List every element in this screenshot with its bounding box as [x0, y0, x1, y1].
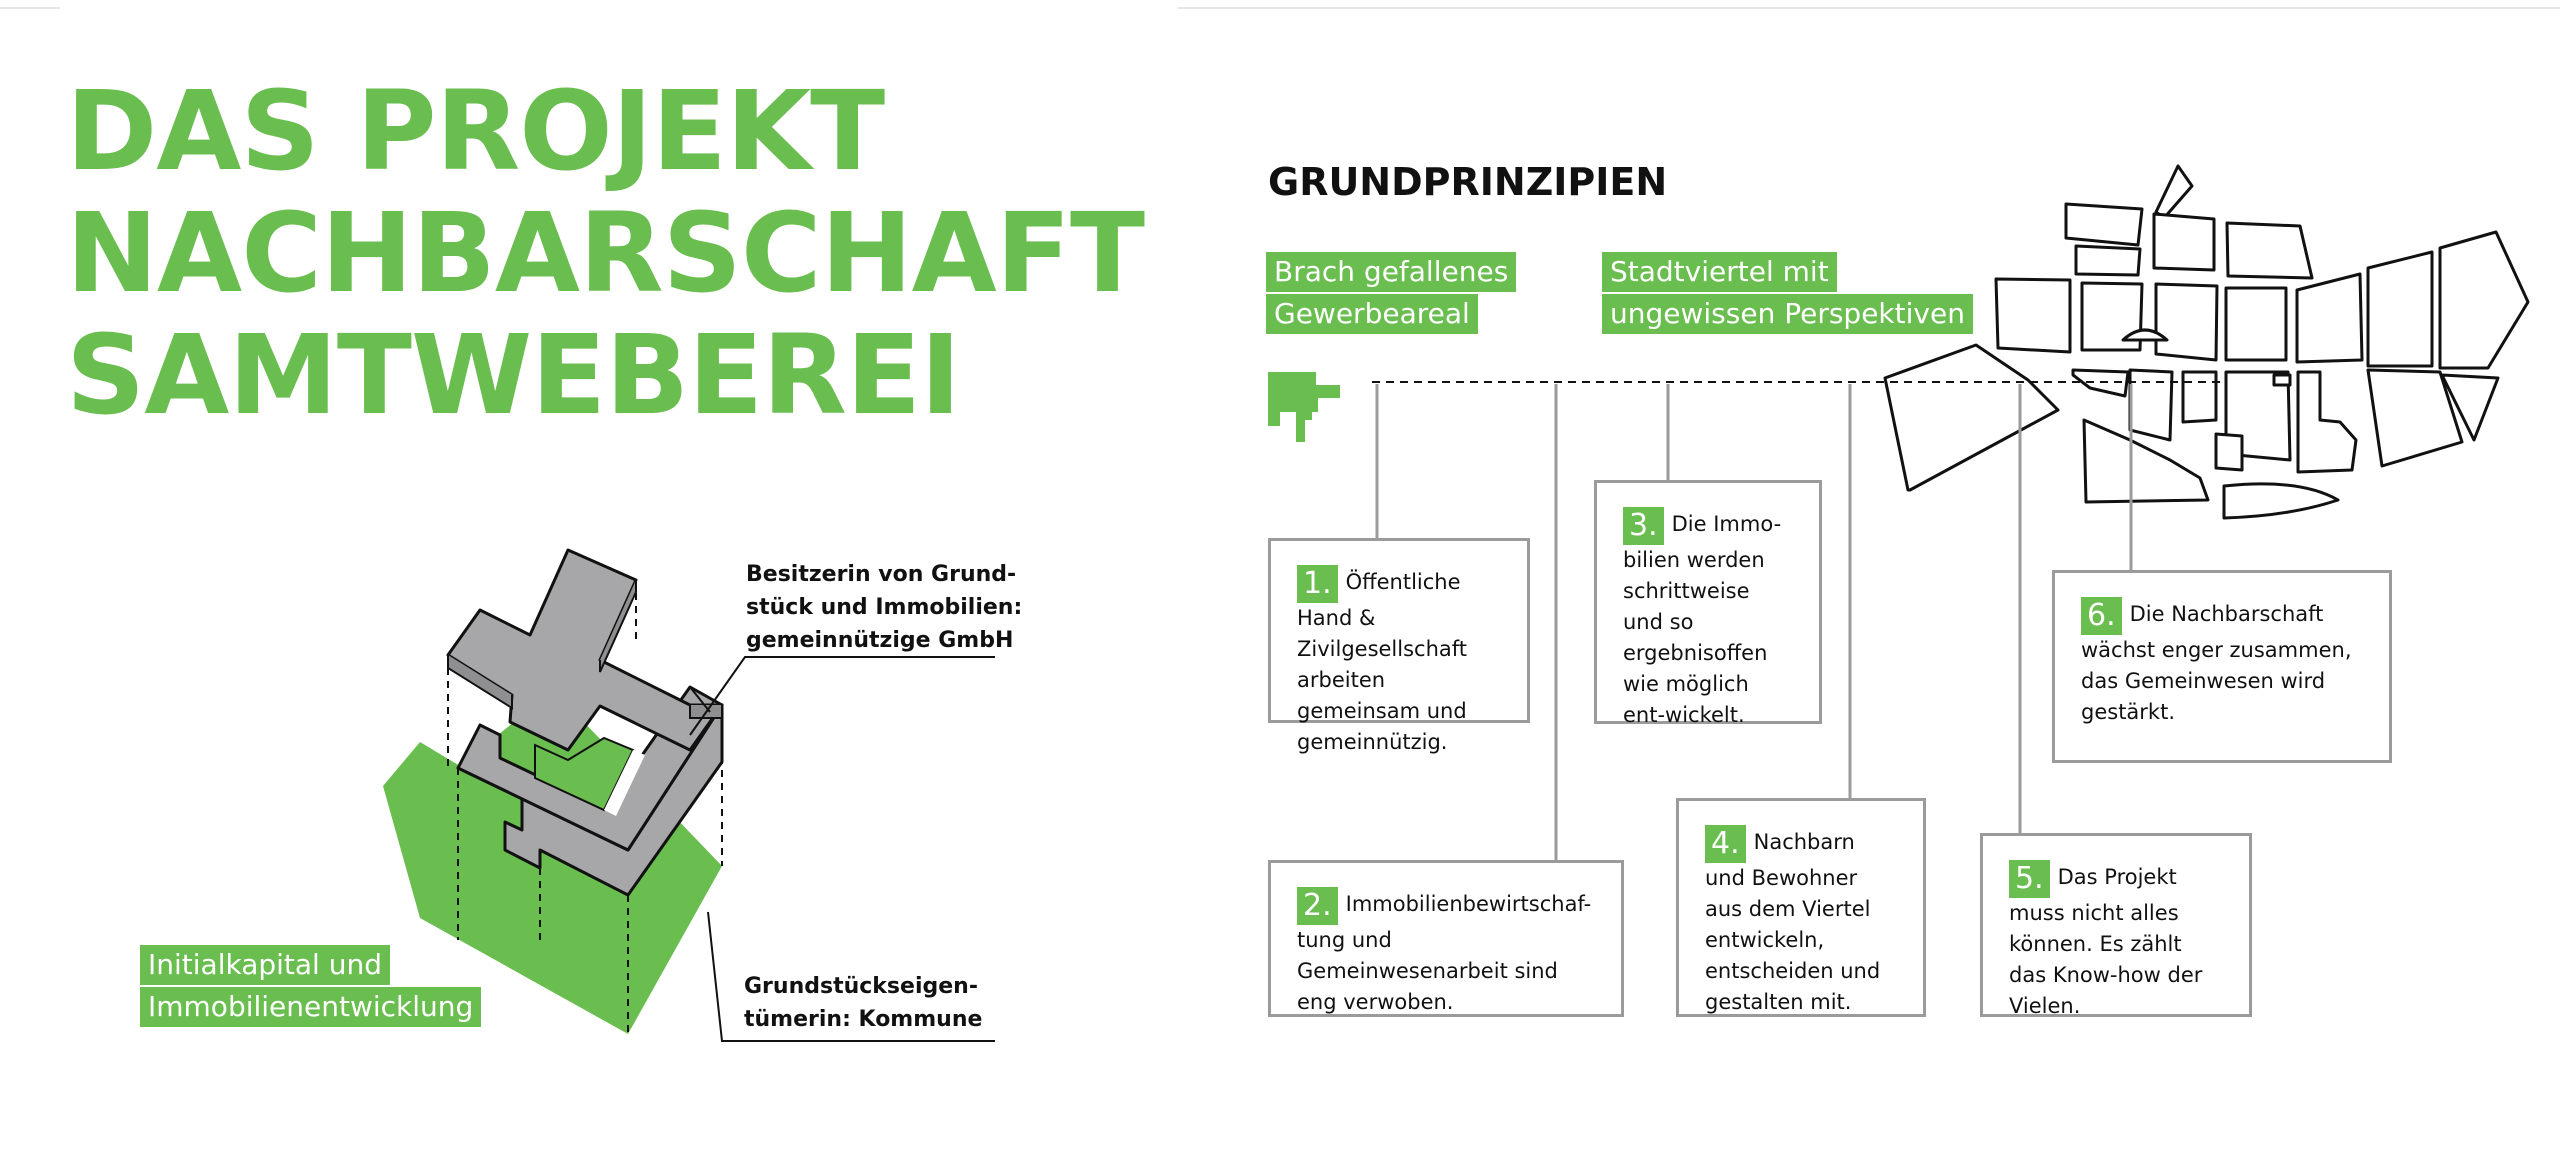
district-label-line-1: Stadtviertel mit	[1602, 252, 1837, 292]
capital-label-line-1: Initialkapital und	[140, 945, 390, 985]
principle-text-4: Nachbarn und Bewohner aus dem Viertel entwickeln, entscheiden und gestalten mit.	[1705, 830, 1881, 1014]
capital-label	[140, 945, 481, 1029]
principle-text-5: Das Projekt muss nicht alles können. Es zählt das Know-how der Vielen.	[2009, 865, 2203, 1018]
principle-number-1: 1.	[1297, 565, 1338, 603]
site-label-line-1: Brach gefallenes	[1266, 252, 1516, 292]
principle-number-3: 3.	[1623, 507, 1664, 545]
title-line-1: DAS PROJEKT	[66, 67, 885, 195]
owner-leader-line	[690, 657, 995, 735]
land-owner-callout-line-1: Grundstückseigen-	[744, 974, 978, 999]
principle-box-5	[1980, 833, 2252, 1017]
principle-text-1: Öffentliche Hand & Zivilgesellschaft arbeiten gemeinsam und gemeinnützig.	[1297, 570, 1468, 754]
district-map	[1885, 166, 2528, 518]
principle-box-3	[1594, 480, 1822, 727]
owner-callout-line-2: stück und Immobilien:	[746, 595, 1023, 620]
title-line-3: SAMTWEBEREI	[66, 311, 961, 439]
site-label	[1266, 252, 1516, 336]
capital-label-line-2: Immobilienentwicklung	[140, 987, 481, 1027]
principle-number-4: 4.	[1705, 825, 1746, 863]
principle-box-2	[1268, 860, 1624, 1017]
district-label-line-2: ungewissen Perspektiven	[1602, 294, 1973, 334]
principle-text-2: Immobilienbewirtschaf-tung und Gemeinwesenarbeit sind eng verwoben.	[1297, 892, 1592, 1014]
site-icon	[1268, 372, 1340, 442]
principle-text-6: Die Nachbarschaft wächst enger zusammen, das Gemeinwesen wird gestärkt.	[2081, 602, 2352, 724]
principle-number-2: 2.	[1297, 887, 1338, 925]
owner-callout-line-1: Besitzerin von Grund-	[746, 562, 1017, 587]
section-heading: GRUNDPRINZIPIEN	[1268, 160, 1668, 204]
land-owner-callout-line-2: tümerin: Kommune	[744, 1007, 983, 1032]
title-line-2: NACHBARSCHAFT	[66, 189, 1144, 317]
site-label-line-2: Gewerbeareal	[1266, 294, 1478, 334]
principle-box-4	[1676, 798, 1926, 1017]
principle-box-1	[1268, 538, 1530, 754]
principle-box-6	[2052, 570, 2392, 763]
building-top-upper	[448, 550, 722, 750]
principle-text-3: Die Immo-bilien werden schrittweise und so ergebnisoffen wie möglich ent-wickelt.	[1623, 512, 1782, 727]
owner-callout-line-3: gemeinnützige GmbH	[746, 628, 1014, 653]
principle-number-5: 5.	[2009, 860, 2050, 898]
land-owner-callout	[744, 970, 982, 1036]
principle-number-6: 6.	[2081, 597, 2122, 635]
district-label	[1602, 252, 1973, 336]
owner-callout	[746, 558, 1022, 657]
